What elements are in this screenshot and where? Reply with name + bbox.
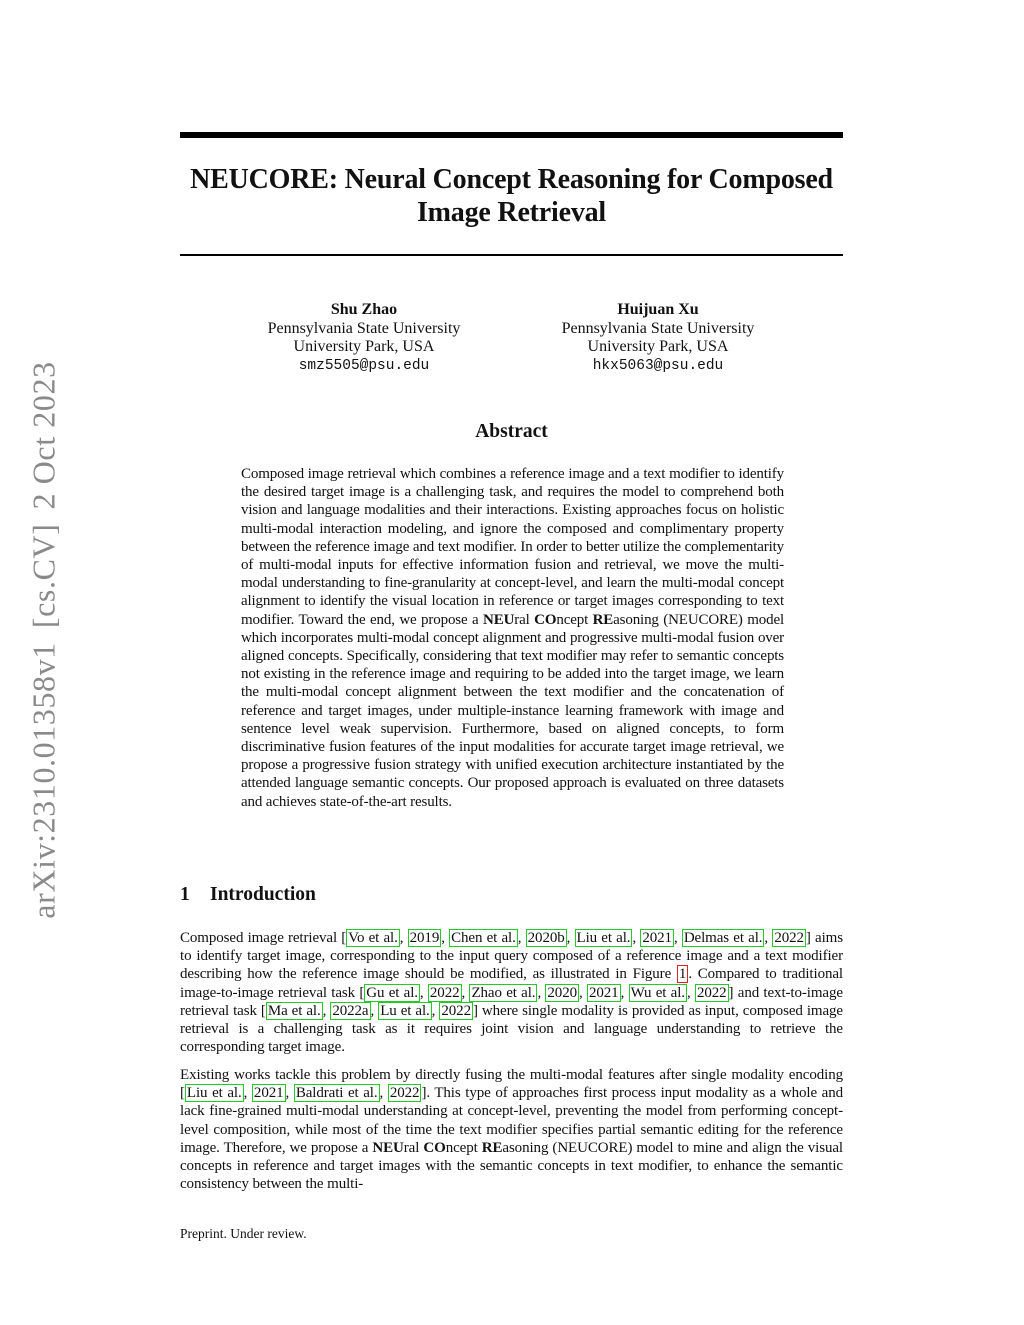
abstract-text: asoning (NEUCORE) model which incorporates multi-modal concept alignment and progressive multi-modal fusion over aligned concepts. Specifically, considering that text modifier may refer to semantic concepts not existing in the reference image and requiring to be added into the target image, we learn the multi-modal concept alignment between the text modifier and the concatenation of reference and target images, under multiple-instance learning framework with image and sentence level weak supervision. Furthermore, based on aligned concepts, to form discriminative fusion features of the input modalities for accurate target image retrieval, we propose a progressive fusion strategy with unified execution architecture instantiated by the attended language semantic concepts. Our proposed approach is evaluated on three datasets and achieves state-of-the-art results. [241,611,784,810]
citation-sep: , [566,930,575,946]
figure-ref-link[interactable]: 1 [678,966,687,983]
citation-link[interactable]: Lu et al. [380,1002,430,1019]
citation-link[interactable]: Wu et al. [630,984,685,1001]
author-affiliation: Pennsylvania State University [267,319,461,337]
citation-sep: , [620,984,629,1001]
citation-sep: , [461,984,470,1001]
acronym-letters: RE [592,611,614,628]
title-line-1: NEUCORE: Neural Concept Reasoning for Composed [190,164,833,195]
citation-link[interactable]: Gu et al. [366,984,418,1001]
title-line-2: Image Retrieval [416,197,607,228]
acronym-letters: CO [423,1139,446,1156]
citation-link[interactable]: Baldrati et al. [295,1085,378,1102]
citation-link[interactable]: Liu et al. [576,930,631,946]
body-text: Existing works tackle this problem by directly fusing the multi-modal features after single modality encoding [ [180,1067,843,1102]
section-number: 1 [180,884,190,905]
section-heading [180,884,316,906]
citation-sep: , [419,984,428,1001]
citation-link[interactable]: Ma et al. [267,1002,321,1019]
author-email: smz5505@psu.edu [298,357,430,374]
citation-link[interactable]: 2022 [429,984,460,1001]
arxiv-id: arXiv:2310.01358v1 [25,642,62,919]
acronym-letters: NEU [483,611,515,628]
title-bottom-rule [180,254,843,256]
preprint-footer: Preprint. Under review. [180,1226,307,1241]
citation-link[interactable]: 2021 [253,1085,284,1102]
citation-sep: , [673,930,682,946]
body-text: asoning (NEUCORE) model to mine and align the visual concepts in reference and target images with the semantic concepts in text modifier, to enhance the semantic consistency between the multi- [180,1139,844,1193]
citation-link[interactable]: Liu et al. [186,1085,242,1102]
citation-link[interactable]: 2022 [441,1002,471,1019]
intro-paragraph-2 [180,1066,843,1193]
body-text: Composed image retrieval [ [180,930,347,946]
citation-sep: , [399,930,408,946]
author-name: Huijuan Xu [617,301,699,318]
body-text: . Compared to traditional image-to-image retrieval task [ [180,966,843,1001]
citation-link[interactable]: 2022 [774,930,804,946]
abstract-heading: Abstract [475,421,548,442]
citation-sep: , [243,1085,252,1102]
intro-paragraph-1 [180,929,843,1056]
arxiv-category: [cs.CV] [25,523,62,629]
citation-sep: , [632,930,641,946]
body-text: ] and text-to-image retrieval task [ [180,984,843,1019]
citation-sep: , [370,1002,379,1019]
title-top-rule [180,132,843,138]
citation-sep: , [764,930,773,946]
citation-link[interactable]: 2020 [547,984,578,1001]
citation-sep: , [322,1002,331,1019]
citation-sep: , [517,930,526,946]
acronym-rest: ral [514,611,535,628]
citation-sep: , [431,1002,440,1019]
citation-sep: , [441,930,450,946]
citation-link[interactable]: 2022a [332,1002,369,1019]
body-text: ] where single modality is provided as input, composed image retrieval is a challenging task as it requires joint vision and language understanding to retrieve the corresponding target image. [180,1002,843,1056]
body-text: ] aims to identify target image, corresponding to the input query composed of a reference image and a text modifier describing how the reference image should be modified, as illustrated in Figure [180,930,843,983]
abstract-body [241,465,784,811]
author-affiliation: Pennsylvania State University [561,319,755,337]
acronym-rest: ral [403,1139,424,1156]
citation-link[interactable]: Chen et al. [451,930,516,946]
author-email: hkx5063@psu.edu [592,357,724,374]
citation-sep: , [285,1085,294,1102]
acronym-letters: CO [534,611,557,628]
acronym-rest: ncept [445,1139,482,1156]
acronym-letters: NEU [372,1139,404,1156]
citation-link[interactable]: 2022 [696,984,727,1001]
citation-link[interactable]: 2021 [588,984,619,1001]
arxiv-side-stamp [26,361,63,918]
author-block-1 [234,301,494,375]
citation-link[interactable]: Delmas et al. [683,930,763,946]
arxiv-date: 2 Oct 2023 [25,361,62,510]
acronym-letters: RE [481,1139,503,1156]
citation-link[interactable]: 2020b [527,930,565,946]
section-title: Introduction [210,884,316,905]
citation-link[interactable]: Vo et al. [348,930,398,946]
citation-link[interactable]: 2022 [389,1085,420,1102]
author-location: University Park, USA [293,338,435,355]
citation-sep: , [579,984,587,1001]
author-block-2 [528,301,788,375]
paper-title [180,163,843,229]
abstract-text: Composed image retrieval which combines a reference image and a text modifier to identify the desired target image is a challenging task, and requires the model to comprehend both vision and language modalities and their interactions. Existing approaches focus on holistic multi-modal interaction modeling, and ignore the composed and complimentary property between the reference image and text modifier. In order to better utilize the complementarity of multi-modal inputs for effective information fusion and retrieval, we move the multi-modal understanding to fine-granularity at concept-level, and learn the multi-modal concept alignment to identify the visual location in reference or target images corresponding to text modifier. Toward the end, we propose a [241,466,784,628]
citation-link[interactable]: 2019 [409,930,440,946]
citation-link[interactable]: 2021 [642,930,672,946]
acronym-rest: ncept [556,611,593,628]
citation-sep: , [379,1085,388,1102]
citation-sep: , [686,984,695,1001]
citation-link[interactable]: Zhao et al. [471,984,536,1001]
body-text: ]. This type of approaches first process input modality as a whole and lack fine-grained multi-modal understanding at concept-level, preventing the model from performing concept-level composition, while most of the time the text modifier specifies partial semantic editing for the reference image. Therefore, we propose a [180,1085,843,1156]
author-location: University Park, USA [587,338,729,355]
citation-sep: , [537,984,546,1001]
author-name: Shu Zhao [330,301,398,318]
